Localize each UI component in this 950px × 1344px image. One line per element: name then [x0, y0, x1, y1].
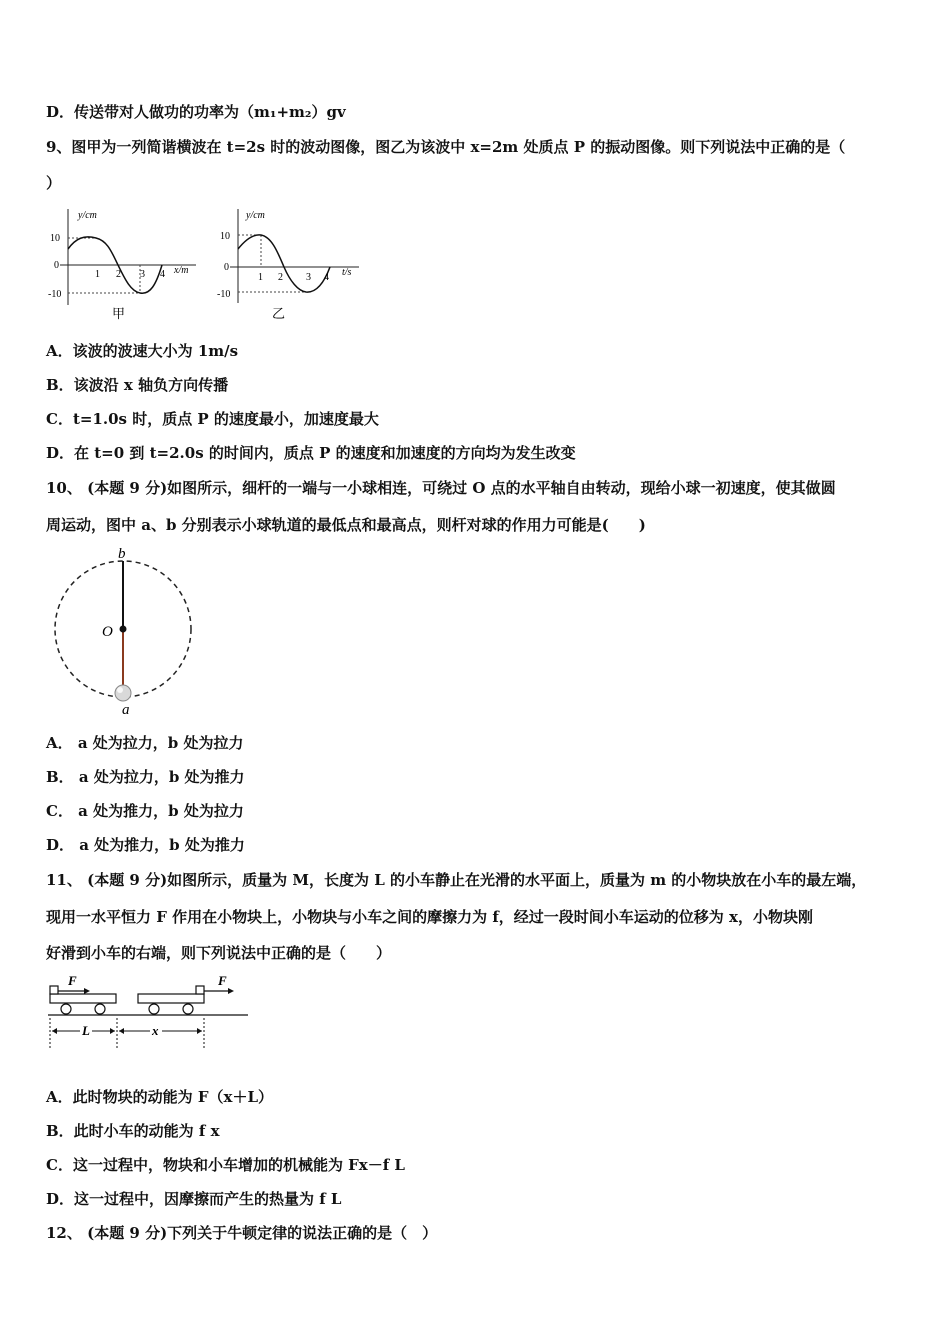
- x-axis-label: x/m: [174, 265, 189, 276]
- wheel: [61, 1004, 71, 1014]
- wheel: [183, 1004, 193, 1014]
- q11-option-c: C．这一过程中，物块和小车增加的机械能为 Fx－f L: [46, 1156, 405, 1174]
- t-axis-label: t/s: [342, 267, 352, 278]
- q8-option-d: D．传送带对人做功的功率为（m₁+m₂）gv: [46, 103, 346, 121]
- x-tick-1: 1: [95, 269, 100, 280]
- label-a: a: [122, 702, 130, 718]
- q11-option-d: D．这一过程中，因摩擦而产生的热量为 f L: [46, 1190, 342, 1208]
- y-tick-top: 10: [220, 231, 230, 242]
- t-tick-3: 3: [306, 272, 311, 283]
- q10-stem-line2: 周运动，图中 a、b 分别表示小球轨道的最低点和最高点，则杆对球的作用力可能是( ): [46, 516, 646, 534]
- x-tick-3: 3: [140, 269, 145, 280]
- label-o: O: [102, 624, 113, 640]
- q9-option-a: A．该波的波速大小为 1m/s: [46, 342, 239, 360]
- q9-option-c: C．t=1.0s 时，质点 P 的速度最小，加速度最大: [46, 410, 379, 428]
- force-label-2: F: [218, 973, 227, 988]
- q11-cart-figure: [44, 970, 254, 1052]
- q11-stem-line2: 现用一水平恒力 F 作用在小物块上，小物块与小车之间的摩擦力为 f，经过一段时间小车运动的位移为 x，小物块刚: [46, 908, 813, 926]
- t-tick-1: 1: [258, 272, 263, 283]
- length-label-l: L: [82, 1023, 90, 1038]
- pivot-point: [120, 626, 127, 633]
- q10-option-d: D． a 处为推力，b 处为推力: [46, 836, 245, 854]
- figure-caption-yi: 乙: [272, 306, 286, 321]
- block-final: [196, 986, 204, 994]
- q9-vibration-graph-b: [214, 205, 374, 325]
- y-tick-zero: 0: [224, 262, 229, 273]
- x-tick-4: 4: [160, 269, 165, 280]
- x-tick-2: 2: [116, 269, 121, 280]
- q9-option-d: D．在 t=0 到 t=2.0s 的时间内，质点 P 的速度和加速度的方向均为发生改变: [46, 444, 576, 462]
- y-axis-label: y/cm: [78, 210, 97, 221]
- wheel: [95, 1004, 105, 1014]
- y-axis-label: y/cm: [246, 210, 265, 221]
- q11-stem-line1: 11、 (本题 9 分)如图所示，质量为 M，长度为 L 的小车静止在光滑的水平面上，质量为 m 的小物块放在小车的最左端，: [46, 871, 867, 889]
- q11-option-b: B．此时小车的动能为 f x: [46, 1122, 220, 1140]
- y-tick-top: 10: [50, 233, 60, 244]
- y-tick-zero: 0: [54, 260, 59, 271]
- cart-initial: [50, 994, 116, 1003]
- q9-stem-line2: ）: [46, 174, 62, 192]
- force-label-1: F: [68, 973, 77, 988]
- vibration-curve: [238, 235, 330, 292]
- t-tick-2: 2: [278, 272, 283, 283]
- q10-option-c: C． a 处为推力，b 处为拉力: [46, 802, 244, 820]
- label-b: b: [118, 546, 126, 562]
- q10-stem-line1: 10、 (本题 9 分)如图所示，细杆的一端与一小球相连，可绕过 O 点的水平轴自由转动，现给小球一初速度，使其做圆: [46, 479, 836, 497]
- block-initial: [50, 986, 58, 994]
- q12-stem-line1: 12、 (本题 9 分)下列关于牛顿定律的说法正确的是（ ）: [46, 1224, 438, 1242]
- q11-option-a: A．此时物块的动能为 F（x＋L）: [46, 1088, 274, 1106]
- y-tick-bottom: -10: [217, 289, 231, 300]
- q10-option-b: B． a 处为拉力，b 处为推力: [46, 768, 245, 786]
- q10-option-a: A． a 处为拉力，b 处为拉力: [46, 734, 244, 752]
- figure-caption-jia: 甲: [112, 306, 126, 321]
- q9-stem-line1: 9、图甲为一列简谐横波在 t=2s 时的波动图像，图乙为该波中 x=2m 处质点 P 的振动图像。则下列说法中正确的是（: [46, 138, 846, 156]
- wheel: [149, 1004, 159, 1014]
- q10-circular-motion-figure: [46, 543, 206, 718]
- y-tick-bottom: -10: [48, 289, 62, 300]
- ball: [115, 685, 131, 701]
- q9-option-b: B．该波沿 x 轴负方向传播: [46, 376, 229, 394]
- displacement-label-x: x: [152, 1023, 159, 1038]
- t-tick-4: 4: [324, 272, 329, 283]
- q9-wave-graph-a: [46, 205, 206, 325]
- cart-final: [138, 994, 204, 1003]
- q11-stem-line3: 好滑到小车的右端，则下列说法中正确的是（ ）: [46, 944, 392, 962]
